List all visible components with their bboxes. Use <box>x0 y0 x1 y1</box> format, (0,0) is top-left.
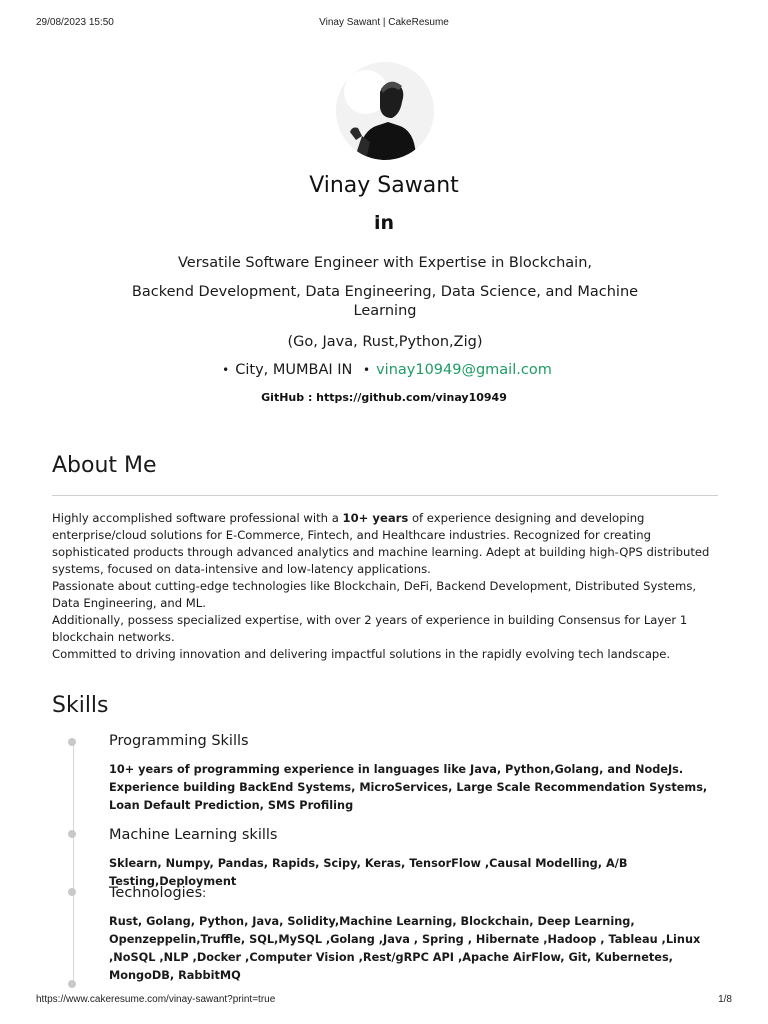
timeline-line <box>73 742 74 987</box>
bullet-icon: • <box>222 363 230 377</box>
skill-description: Sklearn, Numpy, Pandas, Rapids, Scipy, Keras, TensorFlow ,Causal Modelling, A/B Testing,Deployment <box>109 857 628 888</box>
print-url: https://www.cakeresume.com/vinay-sawant?print=true <box>36 994 276 1005</box>
tagline-line-3: (Go, Java, Rust,Python,Zig) <box>287 334 483 350</box>
about-paragraph: Highly accomplished software professional with a 10+ years of experience designing and developing enterprise/cloud solutions for E-Commerce, Fintech, and Healthcare industries. Recognized for creating sophisticated products through advanced analytics and machine learning. Adept at building high-QPS distributed systems, focused on data-intensive and low-latency applications. <box>52 511 710 576</box>
linkedin-icon[interactable]: in <box>373 212 395 234</box>
about-body <box>52 510 722 663</box>
email-link[interactable]: vinay10949@gmail.com <box>376 362 552 378</box>
print-datetime: 29/08/2023 15:50 <box>36 17 114 28</box>
about-heading: About Me <box>52 453 157 478</box>
about-paragraph: Committed to driving innovation and delivering impactful solutions in the rapidly evolving tech landscape. <box>52 647 671 661</box>
profile-photo <box>336 62 434 160</box>
location: City, MUMBAI IN <box>235 362 353 378</box>
print-page-title: Vinay Sawant | CakeResume <box>319 17 449 28</box>
skill-title: Technologies: <box>109 885 207 901</box>
timeline-dot <box>68 738 76 746</box>
profile-name: Vinay Sawant <box>309 173 459 198</box>
skill-title: Programming Skills <box>109 733 249 749</box>
skill-title: Machine Learning skills <box>109 827 278 843</box>
skill-description: 10+ years of programming experience in languages like Java, Python,Golang, and NodeJs. Experience building BackEnd Systems, MicroServices, Large Scale Recommendation Systems, Loan Default Prediction, SMS Profiling <box>109 763 708 812</box>
tagline-line-1: Versatile Software Engineer with Expertise in Blockchain, <box>177 255 593 271</box>
years-highlight: 10+ years <box>342 511 409 525</box>
section-divider <box>52 495 718 496</box>
tagline-line-2: Backend Development, Data Engineering, Data Science, and Machine Learning <box>131 284 639 319</box>
github-link[interactable]: GitHub : https://github.com/vinay10949 <box>261 391 507 404</box>
skills-heading: Skills <box>52 693 109 718</box>
about-paragraph: Passionate about cutting-edge technologies like Blockchain, DeFi, Backend Development, Distributed Systems, Data Engineering, and ML. <box>52 579 697 610</box>
avatar <box>336 62 434 160</box>
bullet-icon: • <box>363 363 371 377</box>
print-page-number: 1/8 <box>718 994 732 1005</box>
timeline-dot <box>68 888 76 896</box>
skill-description: Rust, Golang, Python, Java, Solidity,Machine Learning, Blockchain, Deep Learning, Openzeppelin,Truffle, SQL,MySQL ,Golang ,Java , Spring , Hibernate ,Hadoop , Tableau ,Linux ,NoSQL ,NLP ,Docker ,Computer Vision ,Rest/gRPC API ,Apache AirFlow, Git, Kubernetes, MongoDB, RabbitMQ <box>109 915 701 982</box>
contact-line <box>0 362 768 378</box>
about-paragraph: Additionally, possess specialized expertise, with over 2 years of experience in building Consensus for Layer 1 blockchain networks. <box>52 613 688 644</box>
timeline-dot <box>68 980 76 988</box>
timeline-dot <box>68 830 76 838</box>
